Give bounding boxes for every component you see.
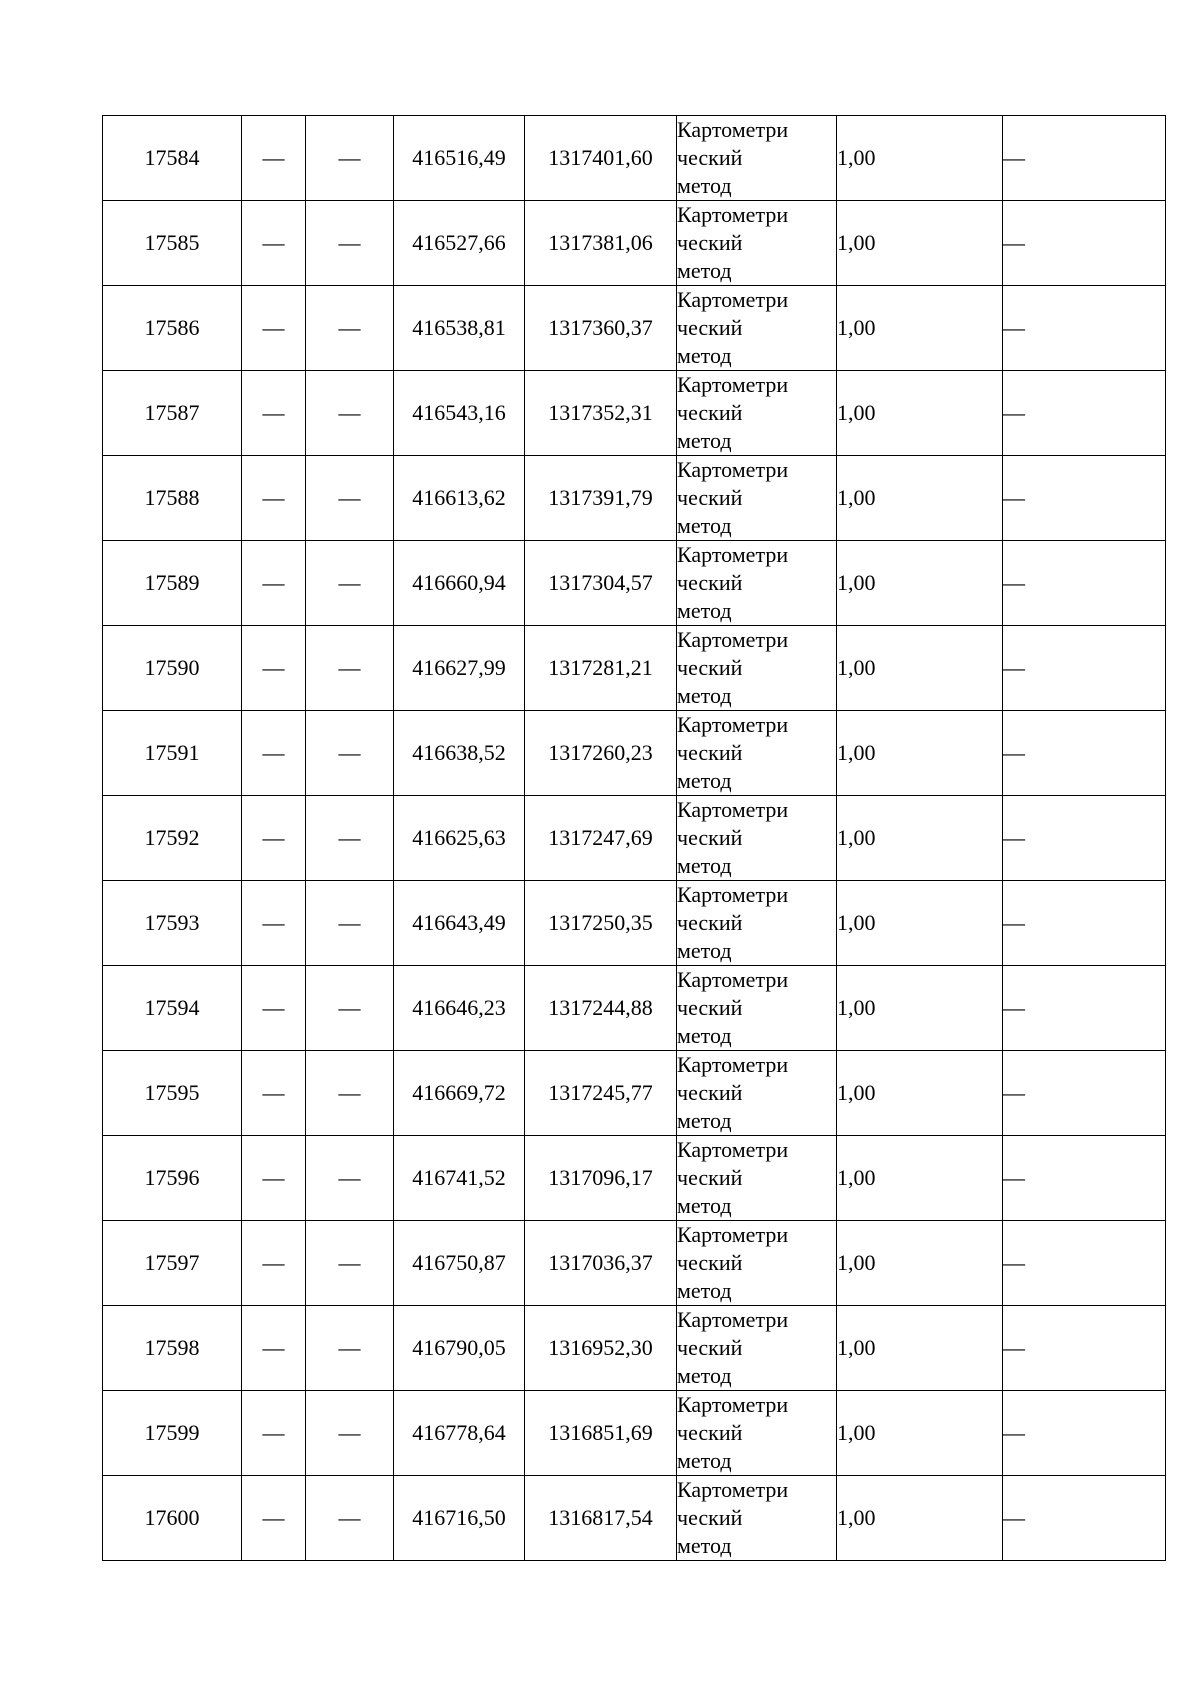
method-text-line: ческий [677,1335,743,1360]
empty-value-cell: — [306,1306,394,1391]
empty-value-cell: — [1003,796,1166,881]
method-text-line: Картометри [677,542,789,567]
method-cell [677,1136,837,1221]
method-text-line: Картометри [677,1477,789,1502]
empty-value-cell: — [242,1391,306,1476]
empty-value-cell: — [1003,881,1166,966]
empty-value-cell: — [1003,371,1166,456]
precision-cell: 1,00 [837,371,1003,456]
method-text-line: Картометри [677,712,789,737]
coordinate-x-cell: 416643,49 [394,881,525,966]
table-row [103,116,1166,201]
precision-cell: 1,00 [837,1391,1003,1476]
point-number-cell: 17599 [103,1391,242,1476]
method-text-line: Картометри [677,372,789,397]
coordinate-x-cell: 416669,72 [394,1051,525,1136]
precision-cell: 1,00 [837,456,1003,541]
precision-cell: 1,00 [837,1136,1003,1221]
method-text-line: метод [677,1448,732,1473]
empty-value-cell: — [1003,966,1166,1051]
method-text-line: ческий [677,910,743,935]
method-text-line: метод [677,1278,732,1303]
empty-value-cell: — [1003,116,1166,201]
point-number-cell: 17587 [103,371,242,456]
coordinate-y-cell: 1317250,35 [525,881,677,966]
point-number-cell: 17591 [103,711,242,796]
method-text-line: метод [677,513,732,538]
empty-value-cell: — [242,711,306,796]
method-cell [677,796,837,881]
point-number-cell: 17593 [103,881,242,966]
coordinate-y-cell: 1317401,60 [525,116,677,201]
empty-value-cell: — [242,371,306,456]
method-text-line: Картометри [677,1137,789,1162]
empty-value-cell: — [242,1476,306,1561]
method-text-line: метод [677,1023,732,1048]
method-text-line: метод [677,938,732,963]
method-text-line: ческий [677,1250,743,1275]
empty-value-cell: — [1003,1136,1166,1221]
coordinate-y-cell: 1316817,54 [525,1476,677,1561]
point-number-cell: 17590 [103,626,242,711]
coordinate-y-cell: 1317304,57 [525,541,677,626]
method-cell [677,711,837,796]
table-row [103,1221,1166,1306]
coordinate-y-cell: 1317281,21 [525,626,677,711]
coordinate-x-cell: 416716,50 [394,1476,525,1561]
method-text-line: метод [677,428,732,453]
precision-cell: 1,00 [837,1221,1003,1306]
empty-value-cell: — [306,1051,394,1136]
empty-value-cell: — [1003,626,1166,711]
method-text-line: ческий [677,485,743,510]
method-text-line: метод [677,343,732,368]
method-text-line: ческий [677,570,743,595]
method-text-line: Картометри [677,1392,789,1417]
method-text-line: Картометри [677,287,789,312]
coordinate-x-cell: 416750,87 [394,1221,525,1306]
method-cell [677,626,837,711]
method-text-line: метод [677,173,732,198]
empty-value-cell: — [242,1136,306,1221]
table-row [103,201,1166,286]
method-cell [677,1306,837,1391]
method-text-line: ческий [677,1165,743,1190]
coordinate-x-cell: 416543,16 [394,371,525,456]
method-cell [677,966,837,1051]
coordinate-x-cell: 416613,62 [394,456,525,541]
empty-value-cell: — [306,286,394,371]
coordinate-x-cell: 416516,49 [394,116,525,201]
method-text-line: Картометри [677,1222,789,1247]
empty-value-cell: — [306,541,394,626]
empty-value-cell: — [242,541,306,626]
coordinate-y-cell: 1317096,17 [525,1136,677,1221]
coordinates-table-body [103,116,1166,1561]
point-number-cell: 17600 [103,1476,242,1561]
coordinate-x-cell: 416638,52 [394,711,525,796]
method-text-line: ческий [677,1505,743,1530]
precision-cell: 1,00 [837,1051,1003,1136]
coordinate-y-cell: 1317391,79 [525,456,677,541]
method-text-line: ческий [677,230,743,255]
precision-cell: 1,00 [837,626,1003,711]
method-text-line: Картометри [677,627,789,652]
point-number-cell: 17597 [103,1221,242,1306]
method-text-line: Картометри [677,967,789,992]
table-row [103,1306,1166,1391]
method-text-line: ческий [677,995,743,1020]
precision-cell: 1,00 [837,711,1003,796]
method-text-line: метод [677,768,732,793]
method-cell [677,881,837,966]
point-number-cell: 17584 [103,116,242,201]
empty-value-cell: — [1003,1051,1166,1136]
empty-value-cell: — [1003,1221,1166,1306]
method-cell [677,456,837,541]
empty-value-cell: — [306,711,394,796]
method-cell [677,201,837,286]
method-text-line: Картометри [677,1052,789,1077]
table-row [103,1391,1166,1476]
empty-value-cell: — [242,456,306,541]
empty-value-cell: — [1003,711,1166,796]
precision-cell: 1,00 [837,966,1003,1051]
coordinate-y-cell: 1317352,31 [525,371,677,456]
table-row [103,456,1166,541]
method-text-line: ческий [677,145,743,170]
point-number-cell: 17595 [103,1051,242,1136]
table-row [103,711,1166,796]
precision-cell: 1,00 [837,1476,1003,1561]
method-text-line: ческий [677,1080,743,1105]
coordinate-x-cell: 416625,63 [394,796,525,881]
coordinate-y-cell: 1316952,30 [525,1306,677,1391]
empty-value-cell: — [1003,541,1166,626]
method-cell [677,1391,837,1476]
point-number-cell: 17588 [103,456,242,541]
empty-value-cell: — [242,116,306,201]
point-number-cell: 17596 [103,1136,242,1221]
method-text-line: метод [677,1193,732,1218]
empty-value-cell: — [1003,201,1166,286]
empty-value-cell: — [242,201,306,286]
table-row [103,966,1166,1051]
method-text-line: метод [677,1108,732,1133]
method-text-line: метод [677,1363,732,1388]
precision-cell: 1,00 [837,881,1003,966]
method-cell [677,371,837,456]
method-text-line: метод [677,1533,732,1558]
empty-value-cell: — [306,371,394,456]
empty-value-cell: — [242,1051,306,1136]
empty-value-cell: — [306,1391,394,1476]
empty-value-cell: — [306,626,394,711]
empty-value-cell: — [242,626,306,711]
method-cell [677,1051,837,1136]
method-text-line: Картометри [677,882,789,907]
table-row [103,1136,1166,1221]
precision-cell: 1,00 [837,201,1003,286]
method-cell [677,1221,837,1306]
table-row [103,371,1166,456]
method-text-line: ческий [677,1420,743,1445]
method-cell [677,1476,837,1561]
empty-value-cell: — [306,201,394,286]
empty-value-cell: — [1003,456,1166,541]
method-text-line: метод [677,598,732,623]
empty-value-cell: — [1003,1476,1166,1561]
method-text-line: метод [677,853,732,878]
method-cell [677,116,837,201]
table-row [103,541,1166,626]
empty-value-cell: — [306,966,394,1051]
precision-cell: 1,00 [837,286,1003,371]
point-number-cell: 17592 [103,796,242,881]
point-number-cell: 17594 [103,966,242,1051]
coordinate-x-cell: 416646,23 [394,966,525,1051]
coordinate-y-cell: 1317036,37 [525,1221,677,1306]
coordinate-y-cell: 1317244,88 [525,966,677,1051]
precision-cell: 1,00 [837,796,1003,881]
table-row [103,796,1166,881]
coordinates-table [102,115,1166,1561]
empty-value-cell: — [306,1476,394,1561]
method-text-line: Картометри [677,457,789,482]
empty-value-cell: — [242,881,306,966]
method-text-line: ческий [677,400,743,425]
table-row [103,286,1166,371]
coordinate-y-cell: 1317247,69 [525,796,677,881]
empty-value-cell: — [1003,1306,1166,1391]
point-number-cell: 17585 [103,201,242,286]
method-text-line: ческий [677,825,743,850]
coordinate-y-cell: 1317381,06 [525,201,677,286]
method-text-line: метод [677,683,732,708]
empty-value-cell: — [1003,286,1166,371]
empty-value-cell: — [242,1306,306,1391]
precision-cell: 1,00 [837,541,1003,626]
coordinate-x-cell: 416778,64 [394,1391,525,1476]
method-text-line: метод [677,258,732,283]
coordinate-y-cell: 1316851,69 [525,1391,677,1476]
coordinate-x-cell: 416660,94 [394,541,525,626]
method-text-line: Картометри [677,202,789,227]
coordinate-x-cell: 416527,66 [394,201,525,286]
empty-value-cell: — [306,1136,394,1221]
coordinate-x-cell: 416741,52 [394,1136,525,1221]
empty-value-cell: — [242,966,306,1051]
empty-value-cell: — [1003,1391,1166,1476]
point-number-cell: 17589 [103,541,242,626]
method-cell [677,541,837,626]
table-row [103,1476,1166,1561]
method-text-line: ческий [677,655,743,680]
empty-value-cell: — [306,116,394,201]
method-text-line: ческий [677,315,743,340]
empty-value-cell: — [242,286,306,371]
empty-value-cell: — [306,456,394,541]
method-text-line: Картометри [677,797,789,822]
precision-cell: 1,00 [837,116,1003,201]
table-row [103,626,1166,711]
precision-cell: 1,00 [837,1306,1003,1391]
method-text-line: Картометри [677,1307,789,1332]
table-row [103,881,1166,966]
coordinate-y-cell: 1317260,23 [525,711,677,796]
coordinate-y-cell: 1317360,37 [525,286,677,371]
table-row [103,1051,1166,1136]
empty-value-cell: — [242,796,306,881]
empty-value-cell: — [242,1221,306,1306]
method-cell [677,286,837,371]
method-text-line: ческий [677,740,743,765]
point-number-cell: 17598 [103,1306,242,1391]
coordinate-x-cell: 416790,05 [394,1306,525,1391]
method-text-line: Картометри [677,117,789,142]
empty-value-cell: — [306,1221,394,1306]
coordinate-x-cell: 416627,99 [394,626,525,711]
coordinate-y-cell: 1317245,77 [525,1051,677,1136]
point-number-cell: 17586 [103,286,242,371]
empty-value-cell: — [306,881,394,966]
empty-value-cell: — [306,796,394,881]
coordinate-x-cell: 416538,81 [394,286,525,371]
